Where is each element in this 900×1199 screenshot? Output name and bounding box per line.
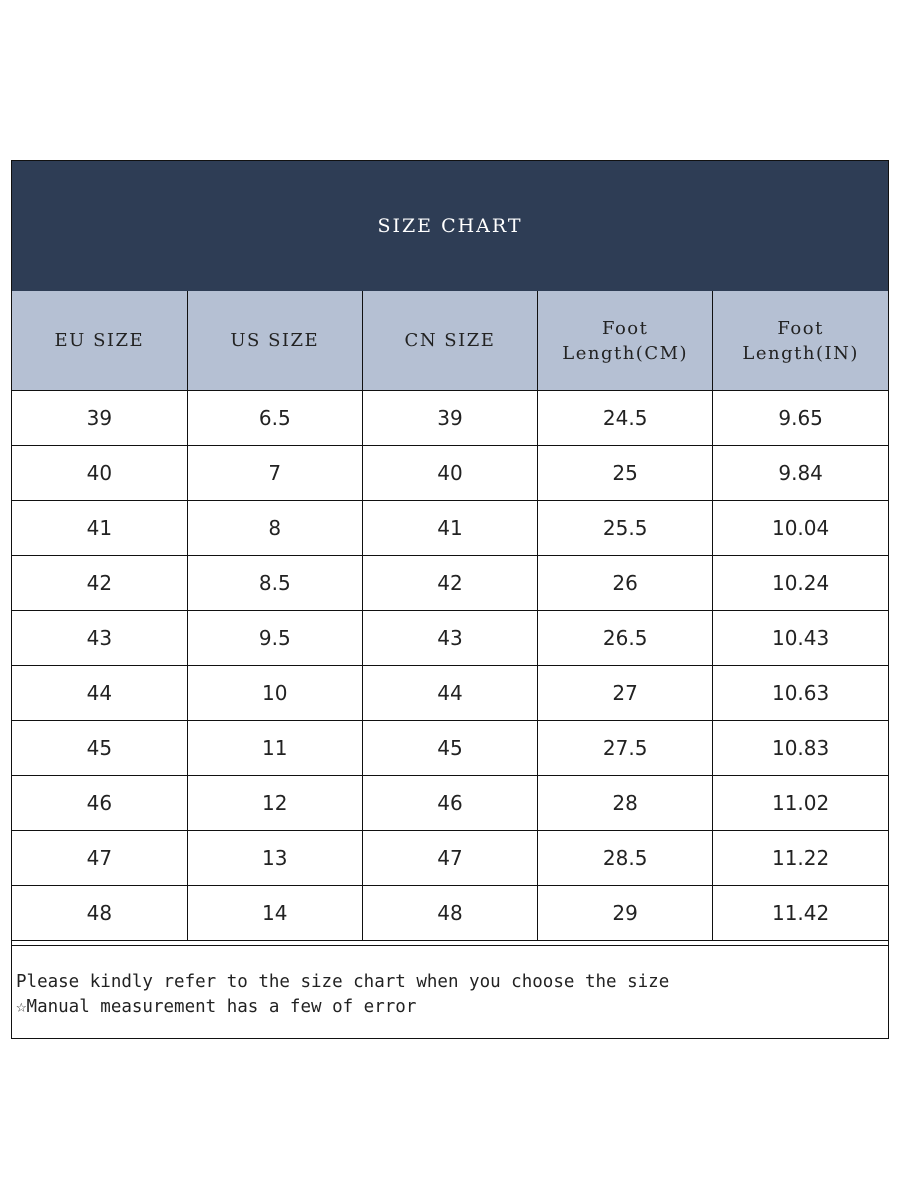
cell-us-size: 7: [187, 446, 362, 501]
cell-cn-size: 44: [362, 666, 537, 721]
cell-foot-length-cm: 26.5: [538, 611, 713, 666]
cell-us-size: 9.5: [187, 611, 362, 666]
cell-foot-length-in: 10.24: [713, 556, 888, 611]
table-row: [12, 446, 888, 501]
notes: [12, 945, 888, 1038]
cell-us-size: 8.5: [187, 556, 362, 611]
cell-eu-size: 39: [12, 391, 187, 446]
cell-cn-size: 48: [362, 886, 537, 941]
cell-foot-length-cm: 28: [538, 776, 713, 831]
table-row: [12, 501, 888, 556]
cell-foot-length-cm: 26: [538, 556, 713, 611]
cell-cn-size: 42: [362, 556, 537, 611]
cell-foot-length-cm: 27.5: [538, 721, 713, 776]
cell-foot-length-cm: 29: [538, 886, 713, 941]
cell-us-size: 11: [187, 721, 362, 776]
size-table: [12, 291, 888, 941]
cell-cn-size: 45: [362, 721, 537, 776]
cell-foot-length-cm: 25.5: [538, 501, 713, 556]
cell-us-size: 13: [187, 831, 362, 886]
cell-eu-size: 42: [12, 556, 187, 611]
cell-eu-size: 40: [12, 446, 187, 501]
header-foot-length-in: Foot Length(IN): [713, 291, 888, 391]
cell-foot-length-in: 10.63: [713, 666, 888, 721]
cell-foot-length-in: 10.43: [713, 611, 888, 666]
cell-foot-length-cm: 27: [538, 666, 713, 721]
table-row: [12, 776, 888, 831]
cell-cn-size: 43: [362, 611, 537, 666]
cell-us-size: 14: [187, 886, 362, 941]
cell-foot-length-in: 9.65: [713, 391, 888, 446]
cell-foot-length-in: 11.22: [713, 831, 888, 886]
table-row: [12, 666, 888, 721]
table-row: [12, 556, 888, 611]
header-eu-size: EU SIZE: [12, 291, 187, 391]
table-body: [12, 391, 888, 941]
cell-cn-size: 40: [362, 446, 537, 501]
cell-foot-length-in: 10.04: [713, 501, 888, 556]
size-chart: [11, 160, 889, 1039]
header-foot-length-cm: Foot Length(CM): [538, 291, 713, 391]
cell-foot-length-cm: 24.5: [538, 391, 713, 446]
table-row: [12, 611, 888, 666]
chart-title: SIZE CHART: [12, 161, 888, 291]
cell-eu-size: 48: [12, 886, 187, 941]
cell-eu-size: 43: [12, 611, 187, 666]
header-cn-size: CN SIZE: [362, 291, 537, 391]
cell-foot-length-in: 9.84: [713, 446, 888, 501]
cell-foot-length-cm: 25: [538, 446, 713, 501]
header-row: [12, 291, 888, 391]
cell-foot-length-in: 10.83: [713, 721, 888, 776]
cell-eu-size: 41: [12, 501, 187, 556]
cell-eu-size: 46: [12, 776, 187, 831]
note-line-1: Please kindly refer to the size chart when you choose the size: [16, 972, 670, 992]
cell-cn-size: 41: [362, 501, 537, 556]
cell-cn-size: 46: [362, 776, 537, 831]
cell-eu-size: 45: [12, 721, 187, 776]
table-row: [12, 886, 888, 941]
cell-foot-length-cm: 28.5: [538, 831, 713, 886]
cell-foot-length-in: 11.02: [713, 776, 888, 831]
cell-eu-size: 47: [12, 831, 187, 886]
table-row: [12, 391, 888, 446]
header-us-size: US SIZE: [187, 291, 362, 391]
cell-cn-size: 47: [362, 831, 537, 886]
table-row: [12, 721, 888, 776]
cell-cn-size: 39: [362, 391, 537, 446]
cell-us-size: 8: [187, 501, 362, 556]
note-line-2: ☆Manual measurement has a few of error: [16, 997, 417, 1017]
table-row: [12, 831, 888, 886]
cell-foot-length-in: 11.42: [713, 886, 888, 941]
cell-eu-size: 44: [12, 666, 187, 721]
cell-us-size: 12: [187, 776, 362, 831]
cell-us-size: 10: [187, 666, 362, 721]
cell-us-size: 6.5: [187, 391, 362, 446]
